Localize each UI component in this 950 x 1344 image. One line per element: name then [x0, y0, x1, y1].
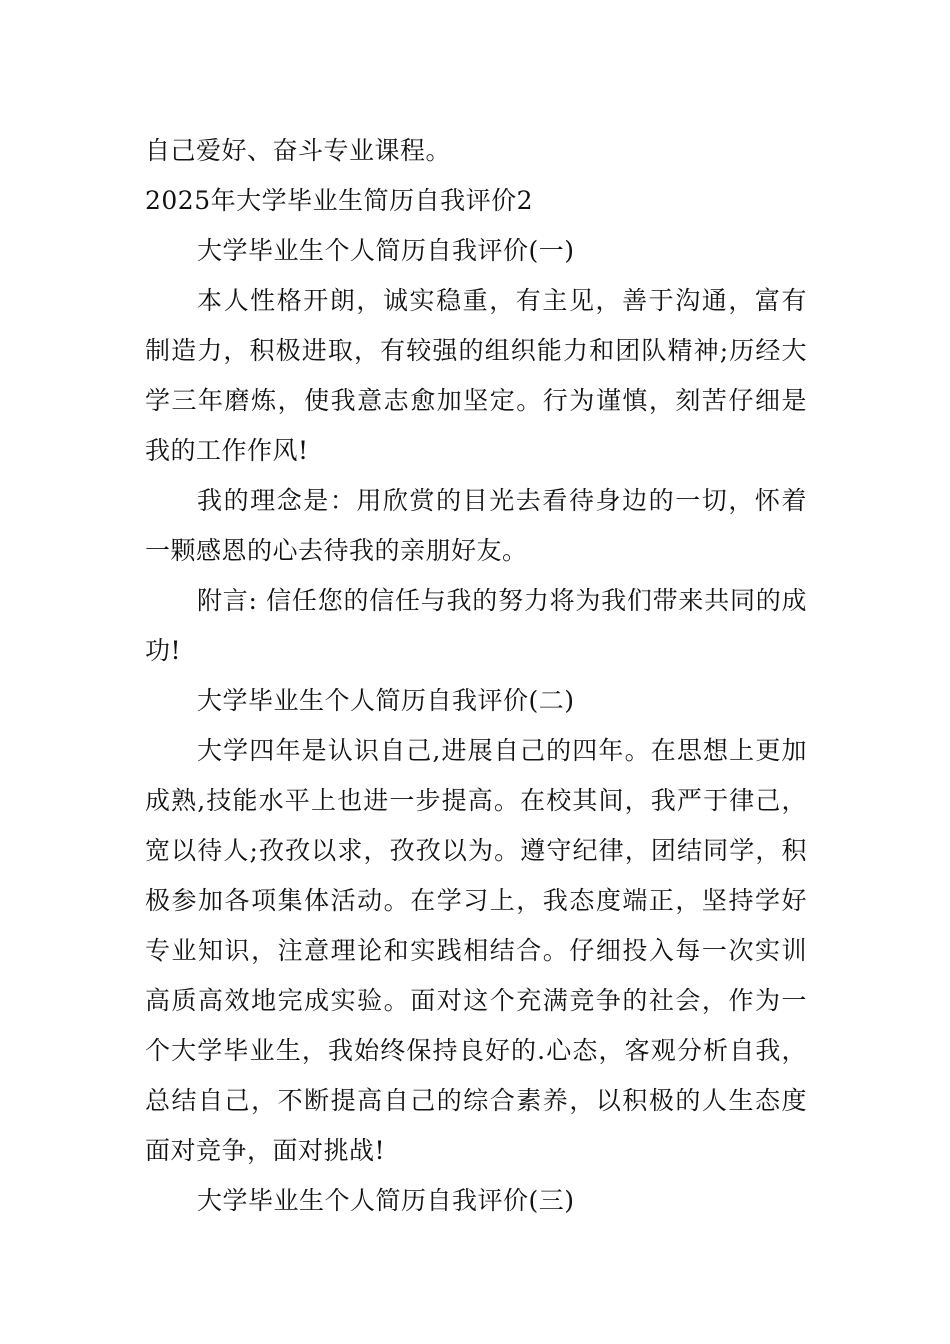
paragraph-four-years: 大学四年是认识自己,进展自己的四年。在思想上更加成熟,技能水平上也进一步提高。在校其间，我严于律己，宽以待人;孜孜以求，孜孜以为。遵守纪律，团结同学，积极参加各项集体活动。在学习上，我态度端正，坚持学好专业知识，注意理论和实践相结合。仔细投入每一次实训高质高效地完成实验。面对这个充满竞争的社会，作为一个大学毕业生，我始终保持良好的.心态，客观分析自我，总结自己，不断提高自己的综合素养，以积极的人生态度面对竞争，面对挑战!	[145, 736, 807, 1165]
document-body	[145, 126, 807, 1226]
paragraph-philosophy: 我的理念是：用欣赏的目光去看待身边的一切，怀着一颗感恩的心去待我的亲朋好友。	[145, 486, 807, 565]
paragraph-postscript: 附言: 信任您的信任与我的努力将为我们带来共同的成功!	[145, 586, 807, 665]
subheading-two: 大学毕业生个人简历自我评价(二)	[197, 686, 575, 715]
section-heading: 2025年大学毕业生简历自我评价2	[145, 186, 534, 215]
paragraph-continuation: 自己爱好、奋斗专业课程。	[145, 136, 452, 165]
subheading-three: 大学毕业生个人简历自我评价(三)	[197, 1186, 575, 1215]
paragraph-personality: 本人性格开朗，诚实稳重，有主见，善于沟通，富有制造力，积极进取，有较强的组织能力和团队精神;历经大学三年磨炼，使我意志愈加坚定。行为谨慎，刻苦仔细是我的工作作风!	[145, 286, 807, 465]
subheading-one: 大学毕业生个人简历自我评价(一)	[197, 236, 575, 265]
